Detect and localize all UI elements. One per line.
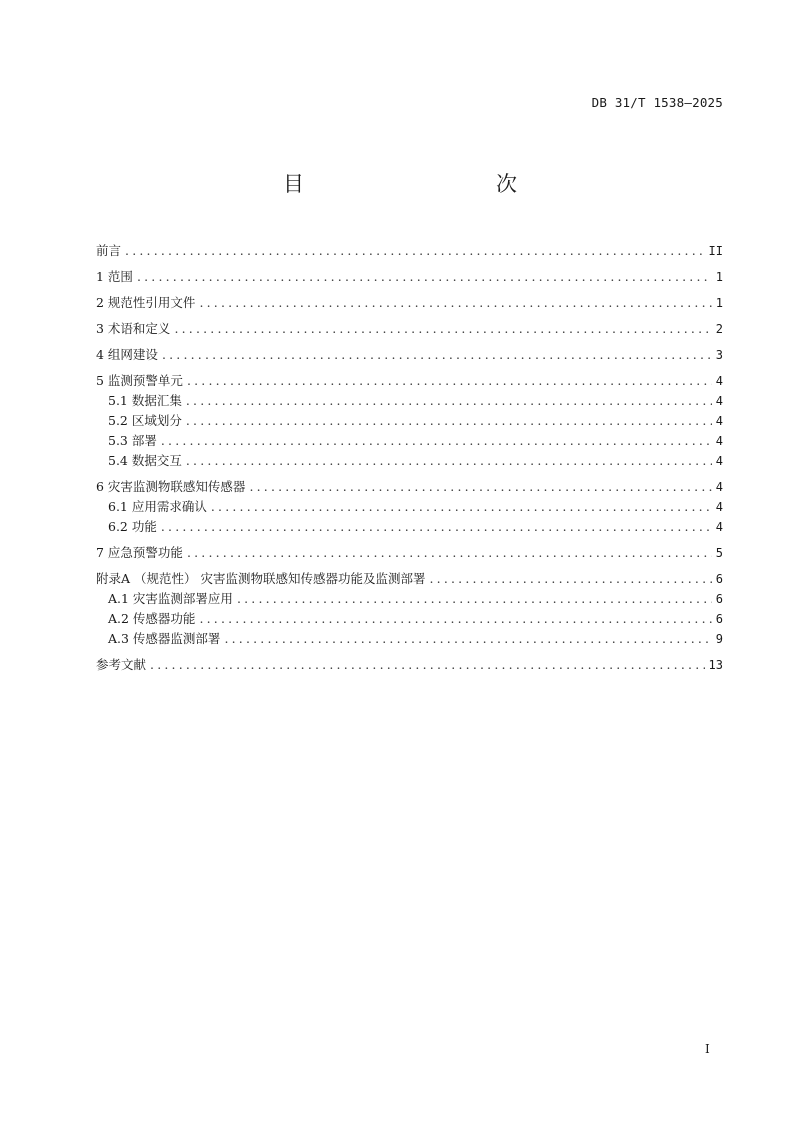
toc-entry-label: 4 组网建设	[96, 347, 158, 362]
toc-entry-page: 9	[715, 632, 723, 646]
toc-leader-dots	[211, 497, 712, 517]
toc-entry-page: 1	[715, 296, 723, 310]
toc-entry[interactable]	[96, 371, 723, 391]
toc-leader-dots	[161, 517, 712, 537]
toc-entry[interactable]	[96, 609, 723, 629]
toc-entry[interactable]	[96, 319, 723, 339]
page-title: 目 次	[283, 172, 567, 196]
toc-leader-dots	[237, 589, 712, 609]
toc-entry-page: 4	[715, 374, 723, 388]
toc-entry[interactable]	[96, 569, 723, 589]
toc-entry-label: 6.2 功能	[108, 519, 157, 534]
standard-code: DB 31/T 1538—2025	[591, 95, 723, 110]
toc-leader-dots	[199, 609, 711, 629]
toc-entry-label: 5.2 区域划分	[108, 413, 182, 428]
toc-leader-dots	[187, 543, 712, 563]
toc-entry-label: 参考文献	[96, 657, 147, 672]
toc-leader-dots	[186, 391, 712, 411]
toc-entry[interactable]	[96, 629, 723, 649]
toc-entry-page: 4	[715, 454, 723, 468]
toc-entry-page: 2	[715, 322, 723, 336]
table-of-contents	[96, 241, 723, 675]
toc-entry-page: 4	[715, 480, 723, 494]
toc-leader-dots	[249, 477, 711, 497]
toc-entry-page: II	[708, 244, 723, 258]
toc-entry-page: 6	[715, 612, 723, 626]
toc-leader-dots	[150, 655, 705, 675]
toc-entry-label: A.2 传感器功能	[108, 611, 196, 626]
page-number: I	[705, 1042, 710, 1056]
toc-leader-dots	[125, 241, 705, 261]
toc-leader-dots	[187, 371, 712, 391]
toc-entry[interactable]	[96, 517, 723, 537]
toc-entry[interactable]	[96, 241, 723, 261]
toc-leader-dots	[186, 411, 712, 431]
toc-entry-page: 4	[715, 394, 723, 408]
toc-entry-label: A.3 传感器监测部署	[108, 631, 221, 646]
toc-entry[interactable]	[96, 543, 723, 563]
toc-leader-dots	[224, 629, 711, 649]
toc-entry[interactable]	[96, 293, 723, 313]
toc-entry[interactable]	[96, 451, 723, 471]
toc-leader-dots	[429, 569, 711, 589]
toc-leader-dots	[161, 431, 712, 451]
toc-entry[interactable]	[96, 477, 723, 497]
toc-leader-dots	[137, 267, 712, 287]
toc-entry-label: 5 监测预警单元	[96, 373, 183, 388]
toc-entry-page: 4	[715, 414, 723, 428]
toc-entry-label: 6.1 应用需求确认	[108, 499, 207, 514]
toc-entry-page: 5	[715, 546, 723, 560]
toc-entry[interactable]	[96, 267, 723, 287]
toc-entry-label: 附录A （规范性） 灾害监测物联感知传感器功能及监测部署	[96, 571, 426, 586]
toc-entry-label: 5.4 数据交互	[108, 453, 182, 468]
toc-entry-page: 4	[715, 500, 723, 514]
toc-entry-page: 4	[715, 434, 723, 448]
toc-entry-label: 2 规范性引用文件	[96, 295, 196, 310]
toc-entry-label: 5.3 部署	[108, 433, 157, 448]
toc-entry-label: 7 应急预警功能	[96, 545, 183, 560]
toc-entry-label: 6 灾害监测物联感知传感器	[96, 479, 246, 494]
toc-entry-page: 4	[715, 520, 723, 534]
toc-entry-label: A.1 灾害监测部署应用	[108, 591, 233, 606]
toc-entry-page: 1	[715, 270, 723, 284]
toc-entry[interactable]	[96, 589, 723, 609]
toc-entry[interactable]	[96, 411, 723, 431]
toc-entry-label: 5.1 数据汇集	[108, 393, 182, 408]
toc-entry[interactable]	[96, 497, 723, 517]
toc-leader-dots	[174, 319, 711, 339]
toc-entry-page: 6	[715, 572, 723, 586]
toc-leader-dots	[186, 451, 712, 471]
toc-entry[interactable]	[96, 431, 723, 451]
toc-entry-label: 1 范围	[96, 269, 133, 284]
toc-entry-label: 3 术语和定义	[96, 321, 171, 336]
toc-leader-dots	[199, 293, 711, 313]
toc-entry[interactable]	[96, 391, 723, 411]
toc-entry-page: 6	[715, 592, 723, 606]
toc-entry[interactable]	[96, 655, 723, 675]
toc-entry[interactable]	[96, 345, 723, 365]
toc-leader-dots	[162, 345, 712, 365]
toc-entry-page: 13	[708, 658, 723, 672]
toc-entry-label: 前言	[96, 243, 122, 258]
toc-entry-page: 3	[715, 348, 723, 362]
